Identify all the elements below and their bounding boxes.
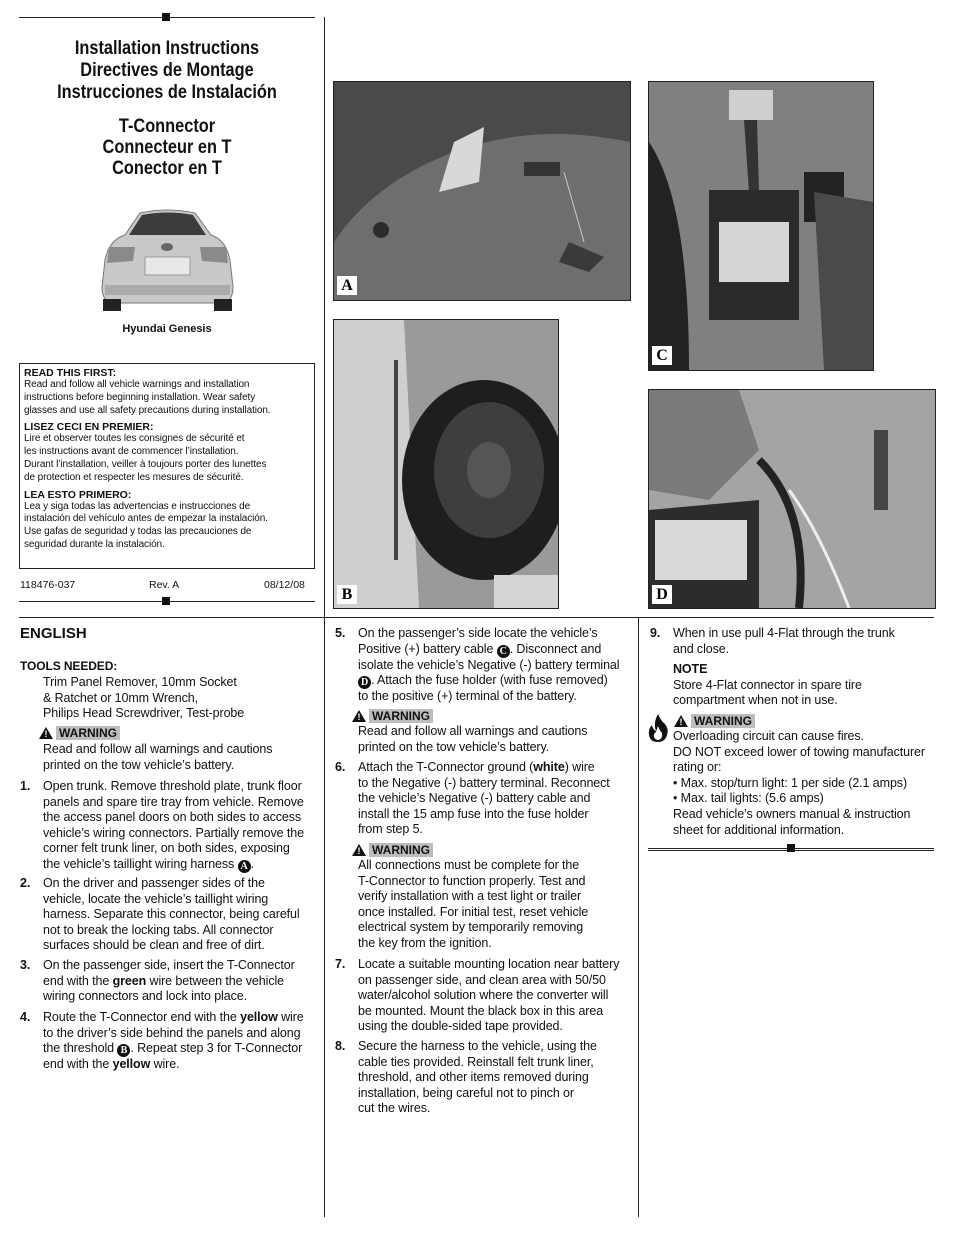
fire-icon <box>647 713 669 743</box>
warning-line: the key from the ignition. <box>358 935 492 950</box>
step-number: 8. <box>335 1039 346 1053</box>
warning-line: printed on the tow vehicle’s battery. <box>43 757 235 772</box>
photo-ref-b-icon: B <box>117 1044 130 1057</box>
step-line: wiring connectors and lock into place. <box>43 989 247 1004</box>
step-number: 7. <box>335 957 346 971</box>
warning-line: electrical system by temporarily removing <box>358 920 584 935</box>
warning-label: WARNING <box>369 843 433 857</box>
warning-line: All connections must be complete for the <box>358 858 580 872</box>
read-first-es-line: instalación del vehículo antes de empezar la instalación. <box>24 513 268 525</box>
warning-label: WARNING <box>56 726 120 740</box>
warning-label: WARNING <box>369 709 433 723</box>
photo-d <box>648 389 936 609</box>
warning-badge-4 <box>674 714 755 728</box>
read-first-fr-line: Lire et observer toutes les consignes de sécurité et <box>24 433 245 445</box>
step-line: the access panel doors on both sides to access <box>43 810 302 825</box>
step-line: vehicle’s wiring connectors. Partially remove the <box>43 825 304 840</box>
note-heading: NOTE <box>673 662 708 676</box>
step-line: install the 15 amp fuse into the fuse holder <box>358 806 589 821</box>
step-line: Locate a suitable mounting location near battery <box>358 957 620 971</box>
step-line: Secure the harness to the vehicle, using the <box>358 1039 597 1053</box>
read-first-box <box>19 363 315 569</box>
warning-line: rating or: <box>673 760 722 775</box>
step-line: end with the yellow wire. <box>43 1057 180 1072</box>
step-line: to the positive (+) terminal of the battery. <box>358 689 577 704</box>
warning-badge-2 <box>352 709 433 723</box>
photo-d-label: D <box>652 585 672 604</box>
step-line: Attach the T-Connector ground (white) wire <box>358 760 595 774</box>
step-line: When in use pull 4-Flat through the trunk <box>673 626 895 640</box>
step-line: using the double-sided tape provided. <box>358 1019 563 1034</box>
warning-triangle-icon <box>352 710 366 722</box>
warning-triangle-icon <box>39 727 53 739</box>
warning-4-text <box>673 729 925 838</box>
warning-line: T-Connector to function properly. Test and <box>358 873 586 888</box>
warning-line: sheet for additional information. <box>673 822 845 837</box>
warning-line: Read and follow all warnings and cautions <box>358 724 588 738</box>
step-line: the vehicle’s taillight wiring harness A . <box>43 856 254 872</box>
warning-2-text <box>358 724 587 755</box>
note-line: Store 4-Flat connector in spare tire <box>673 677 862 692</box>
step-line: on passenger side, and clean area with 50/50 <box>358 972 606 987</box>
step-line: the threshold B . Repeat step 3 for T-Connector <box>43 1041 303 1057</box>
warning-label: WARNING <box>691 714 755 728</box>
title-product-es: Conector en T <box>112 158 222 179</box>
step-line: panels and spare tire tray from vehicle. Remove <box>43 794 304 809</box>
exclamation-mark: ! <box>679 717 683 727</box>
tools-line: Trim Panel Remover, 10mm Socket <box>43 675 237 689</box>
step-line: cable ties provided. Reinstall felt trunk liner, <box>358 1054 594 1069</box>
column-divider-2 <box>638 617 639 1217</box>
step-line: Positive (+) battery cable C . Disconnect and <box>358 641 602 657</box>
step-line: On the passenger side, insert the T-Connector <box>43 958 295 972</box>
warning-line: • Max. tail lights: (5.6 amps) <box>673 791 824 806</box>
step-number: 1. <box>20 779 31 793</box>
note-block <box>673 662 862 709</box>
warning-badge-3 <box>352 843 433 857</box>
step-line: D . Attach the fuse holder (with fuse removed) <box>358 673 638 689</box>
read-first-en-line: Read and follow all vehicle warnings and installation <box>24 379 250 390</box>
read-first-fr-line: de protection et respecter les mesures de sécurité. <box>24 471 244 483</box>
revision: Rev. A <box>149 579 180 591</box>
read-first-en-heading: READ THIS FIRST: <box>24 367 117 379</box>
title-install-fr: Directives de Montage <box>80 60 254 81</box>
step-line: installation, being careful not to pinch or <box>358 1085 574 1100</box>
warning-3-text <box>358 858 588 952</box>
warning-line: DO NOT exceed lower of towing manufacturer <box>673 744 925 759</box>
warning-1-text <box>43 742 272 773</box>
vehicle-name: Hyundai Genesis <box>122 323 212 335</box>
top-rule-marker <box>162 13 170 21</box>
end-rule-marker <box>787 844 795 852</box>
step-line: to the Negative (-) battery terminal. Reconnect <box>358 775 610 790</box>
step-line: threshold, and other items removed during <box>358 1070 589 1085</box>
photo-b <box>333 319 559 609</box>
step-line: and close. <box>673 641 729 656</box>
tools-line: Philips Head Screwdriver, Test-probe <box>43 706 245 721</box>
photo-ref-a-icon: A <box>238 860 251 873</box>
title-product-en: T-Connector <box>118 116 216 137</box>
read-first-fr-line: les instructions avant de commencer l’installation. <box>24 446 239 458</box>
step-line: from step 5. <box>358 822 423 837</box>
step-line: On the driver and passenger sides of the <box>43 876 265 890</box>
step-line: surfaces should be clean and free of dirt. <box>43 938 265 953</box>
body-top-rule <box>19 617 934 618</box>
step-line: end with the green wire between the vehicle <box>43 973 284 988</box>
step-number: 5. <box>335 626 346 640</box>
warning-line: printed on the tow vehicle’s battery. <box>358 739 550 754</box>
step-number: 3. <box>20 958 31 972</box>
read-first-es-line: seguridad durante la instalación. <box>24 538 165 550</box>
tools-line: & Ratchet or 10mm Wrench, <box>43 690 198 705</box>
warning-line: Read vehicle’s owners manual & instruction <box>673 806 911 821</box>
vehicle-photo <box>95 205 240 313</box>
read-first-en-line: glasses and use all safety precautions during installation. <box>24 404 271 416</box>
photo-c-label: C <box>652 346 672 365</box>
step-number: 6. <box>335 760 346 774</box>
warning-triangle-icon <box>674 715 688 727</box>
warning-line: verify installation with a test light or trailer <box>358 889 582 904</box>
doc-date: 08/12/08 <box>264 579 305 591</box>
step-line: be mounted. Mount the black box in this area <box>358 1003 604 1018</box>
title-install-es: Instrucciones de Instalación <box>57 82 277 103</box>
warning-line: • Max. stop/turn light: 1 per side (2.1 amps) <box>673 775 908 790</box>
tools-heading: TOOLS NEEDED: <box>20 659 118 673</box>
note-line: compartment when not in use. <box>673 693 838 708</box>
column-divider-top <box>324 17 325 617</box>
step-line: Open trunk. Remove threshold plate, trunk floor <box>43 779 302 793</box>
photo-ref-d-icon: D <box>358 676 371 689</box>
photo-ref-c-icon: C <box>497 645 510 658</box>
read-first-en-line: instructions before beginning installation. Wear safety <box>24 391 256 403</box>
step-line: cut the wires. <box>358 1101 431 1116</box>
read-first-es-heading: LEA ESTO PRIMERO: <box>24 488 132 501</box>
warning-badge-1 <box>39 726 120 740</box>
step-line: water/alcohol solution where the converter will <box>358 988 609 1003</box>
exclamation-mark: ! <box>357 846 361 856</box>
exclamation-mark: ! <box>357 712 361 722</box>
step-line: harness. Separate this connector, being careful <box>43 907 300 922</box>
step-line: corner felt trunk liner, on both sides, exposing <box>43 841 290 856</box>
part-number: 118476-037 <box>20 579 76 591</box>
tools-list <box>43 675 244 722</box>
section-heading-english: ENGLISH <box>20 625 87 642</box>
step-line: vehicle, locate the vehicle’s taillight wiring <box>43 891 269 906</box>
read-first-fr-heading: LISEZ CECI EN PREMIER: <box>24 421 154 434</box>
photo-a <box>333 81 631 301</box>
photo-c <box>648 81 874 371</box>
step-line: the vehicle’s Negative (-) battery cable and <box>358 791 591 806</box>
read-first-fr-line: Durant l’installation, veiller à toujours porter des lunettes <box>24 458 267 470</box>
warning-line: Read and follow all warnings and cautions <box>43 742 273 756</box>
step-number: 4. <box>20 1010 31 1024</box>
doc-info-rule-marker <box>162 597 170 605</box>
step-line: isolate the vehicle’s Negative (-) battery terminal <box>358 657 620 672</box>
step-number: 2. <box>20 876 31 890</box>
warning-triangle-icon <box>352 844 366 856</box>
photo-a-label: A <box>337 276 357 295</box>
read-first-es-line: Use gafas de seguridad y todas las precauciones de <box>24 526 252 538</box>
exclamation-mark: ! <box>44 729 48 739</box>
step-line: to the driver’s side behind the panels and along <box>43 1025 301 1040</box>
title-product-fr: Connecteur en T <box>102 137 232 158</box>
step-number: 9. <box>650 626 661 640</box>
read-first-es-line: Lea y siga todas las advertencias e instrucciones de <box>24 500 251 512</box>
column-divider-1 <box>324 617 325 1217</box>
title-install-en: Installation Instructions <box>74 38 260 59</box>
step-line: On the passenger’s side locate the vehicle’s <box>358 626 598 640</box>
step-line: Route the T-Connector end with the yellow wire <box>43 1010 304 1024</box>
warning-line: once installed. For initial test, reset vehicle <box>358 904 589 919</box>
step-line: not to break the locking tabs. All connector <box>43 922 274 937</box>
warning-line: Overloading circuit can cause fires. <box>673 729 864 743</box>
photo-b-label: B <box>337 585 357 604</box>
